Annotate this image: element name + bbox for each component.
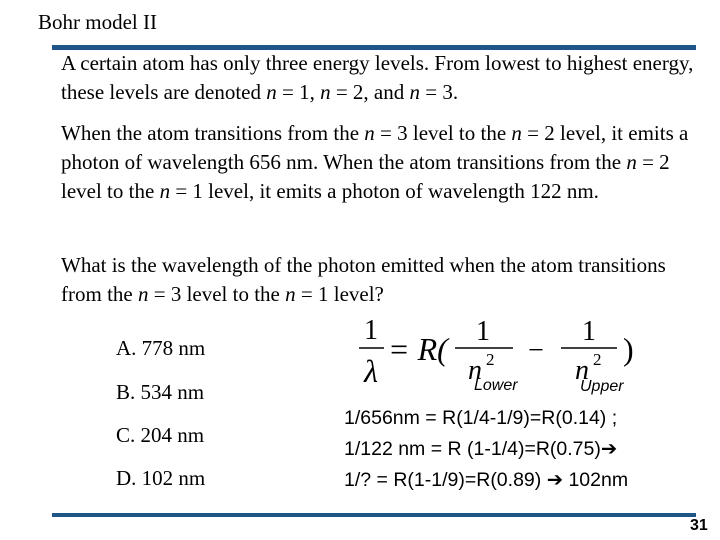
choice-a[interactable]: A. 778 nm: [116, 336, 206, 360]
formula-n-upper: n: [575, 355, 589, 386]
choice-b[interactable]: B. 534 nm: [116, 380, 205, 404]
formula-lambda: λ: [364, 353, 378, 389]
problem-paragraph-1: A certain atom has only three energy levels. From lowest to highest energy, these levels are denoted n = 1, n = 2, and n = 3.: [61, 51, 694, 104]
question-paragraph: What is the wavelength of the photon emitted when the atom transitions from the n = 3 level to the n = 1 level?: [61, 253, 666, 306]
formula-exponent-upper: 2: [593, 350, 602, 369]
formula-numerator-1: 1: [364, 315, 378, 346]
bottom-divider: [52, 513, 696, 517]
formula-exponent-lower: 2: [486, 350, 495, 369]
right-arrow-icon: ➔: [600, 438, 618, 460]
formula-numerator-3: 1: [582, 316, 596, 347]
calc-line-3: 1/? = R(1-1/9)=R(0.89) ➔ 102nm: [344, 469, 629, 491]
label-lower: Lower: [474, 377, 518, 394]
choice-c[interactable]: C. 204 nm: [116, 423, 205, 447]
calc-line-2: 1/122 nm = R (1-1/4)=R(0.75)➔: [344, 438, 618, 460]
page-number: 31: [690, 517, 708, 534]
formula-equals-r: = R(: [388, 331, 448, 367]
formula-minus: −: [528, 335, 544, 366]
formula-numerator-2: 1: [476, 316, 490, 347]
choice-d[interactable]: D. 102 nm: [116, 466, 206, 490]
formula-close-paren: ): [623, 331, 634, 367]
calc-line-1: 1/656nm = R(1/4-1/9)=R(0.14) ;: [344, 407, 618, 429]
slide-title: Bohr model II: [38, 10, 157, 34]
problem-paragraph-2: When the atom transitions from the n = 3 level to the n = 2 level, it emits a photon of wavelength 656 nm. When the atom transitions from the n = 2 level to the n = 1 level, it emits a photon of wavelength 122 nm.: [61, 121, 689, 203]
right-arrow-icon: ➔: [546, 469, 564, 491]
label-upper: Upper: [580, 378, 624, 395]
formula-n-lower: n: [468, 355, 482, 386]
